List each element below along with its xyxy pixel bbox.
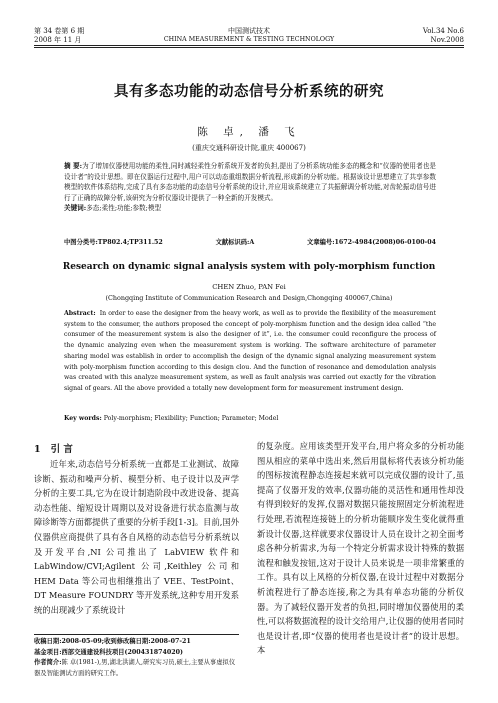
clc-number: 中图分类号:TP802.4;TP311.52 xyxy=(64,239,163,246)
english-authors: CHEN Zhuo, PAN Fei xyxy=(212,283,286,291)
author-bio-label: 作者简介: xyxy=(34,659,62,666)
volume-issue: 第 34 卷第 6 期 xyxy=(34,27,85,35)
english-keywords-label: Key words: xyxy=(64,415,102,422)
cn-abstract-text: 为了增加仪器使用功能的柔性,同时减轻柔性分析系统开发者的负担,提出了分析系统功能多态的概念和“仪器的使用者也是设计者”的设计思想。即在仪器运行过程中,用户可以动态重组数据分析流程,形成新的分析功能。根据该设计思想建立了共享参数模型的软件体系结构,完成了具有多态功能的动态信号分析系统的设计,并应用该系统建立了共振解调分析功能,对齿轮振动信号进行了正确的故障分析,该研究为分析仪器设计提供了一种全新的开发模式。 xyxy=(64,162,436,202)
english-abstract xyxy=(64,309,436,395)
journal-issue-en xyxy=(423,27,464,44)
english-affiliation: (Chongqing Institute of Communication Research and Design,Chongqing 400067,China) xyxy=(105,294,393,302)
section-heading xyxy=(34,441,73,455)
header-rule xyxy=(34,45,464,46)
cn-keywords-text: 多态;柔性;功能;参数;模型 xyxy=(86,204,162,213)
right-column-body: 的复杂度。应用该类型开发平台,用户将众多的分析功能图从相应的菜单中选出来,然后用鼠标将代表该分析功能的图标按流程静态连接起来就可以完成仪器的设计了,虽提高了仪器开发的效率,仪器功能的灵活性和通用性却没有得到较好的发挥,仪器对数据只能按照固定分析流程进行处理,若流程连接链上的分析功能顺序发生变化就得重新设计仪器,这样就要求仪器设计人员在设计之初全面考虑各种分析需求,为每一个特定分析需求设计特殊的数据流程和触发按钮,这对于设计人员来说是一项非常繁重的工作。具有以上风格的分析仪器,在设计过程中对数据分析流程进行了静态连接,称之为具有单态功能的分析仪器。为了减轻仪器开发者的负担,同时增加仪器使用的柔性,可以将数据流程的设计交给用户,让仪器的使用者同时也是设计者,即“仪器的使用者也是设计者”的设计思想。本 xyxy=(257,441,464,656)
cn-meta-row xyxy=(64,237,436,246)
author-bio-text: 陈 卓(1981-),男,湖北洪湖人,研究实习员,硕士,主要从事虚拟仪器及智能测试方面的研究工作。 xyxy=(34,659,236,677)
cn-abstract xyxy=(64,161,436,214)
footnote xyxy=(34,637,239,679)
english-keywords-text: Poly-morphism; Flexibility; Function; Parameter; Model xyxy=(103,415,279,422)
english-abstract-text: In order to ease the designer from the heavy work, as well as to provide the flexibility of the measurement system to the consumer, the authors proposed the concept of poly-morphism function and the design idea called “the consumer of the measurement system is also the designer of it”, i.e. the consumer could reconfigure the process of the dynamic analyzing even when the measurement system is working. The software architecture of parameter sharing model was establish in order to accomplish the design of the dynamic signal analyzing measurement system with poly-morphism function according to this design clou. And the function of resonance and demodulation analysis was created with this analyze measurement system, as well as fault analysis was carried out exactly for the vibration signal of gears. All the above provided a totally new development form for measurement instrument design. xyxy=(64,310,436,392)
document-code: 文献标识码:A xyxy=(215,239,255,246)
english-keywords xyxy=(64,415,436,422)
header-rule-thin xyxy=(34,47,464,48)
paper-authors: 陈 卓, 潘 飞 xyxy=(197,126,301,138)
journal-name-cn: 中国测试技术 xyxy=(228,27,270,35)
author-bio xyxy=(34,658,239,679)
english-abstract-label: Abstract: xyxy=(64,310,96,317)
article-number: 文章编号:1672-4984(2008)06-0100-04 xyxy=(307,239,436,246)
english-title: Research on dynamic signal analysis system with poly-morphism function xyxy=(62,262,436,272)
fund-info: 基金项目:西部交通建设科技项目(200431874020) xyxy=(34,648,184,656)
received-date: 收稿日期:2008-05-09;收到修改稿日期:2008-07-21 xyxy=(34,638,191,645)
vol-no-en: Vol.34 No.6 xyxy=(422,27,464,35)
cn-abstract-label: 摘 要: xyxy=(64,162,83,170)
section-number: 1 xyxy=(34,444,41,455)
journal-name-en: CHINA MEASUREMENT & TESTING TECHNOLOGY xyxy=(163,35,335,43)
footnote-rule xyxy=(34,634,239,635)
paper-affiliation: (重庆交通科研设计院,重庆 400067) xyxy=(192,144,306,152)
issue-date: 2008 年 11 月 xyxy=(34,35,82,44)
cn-keywords-label: 关键词: xyxy=(64,204,87,213)
left-column-body: 近年来,动态信号分析系统一直都是工业测试、故障诊断、振动和噪声分析、模型分析、电子设计以及声学分析的主要工具,它为在设计制造阶段中改进设备、提高动态性能、缩短设计周期以及对设备进行状态监测与故障诊断等方面都提供了重要的分析手段[1-3]。目前,国外仪器供应商提供了具有各自风格的动态信号分析系统以及开发平台,NI 公司推出了 LabVIEW 软件和 LabWindow/CVI;Agilent 公司,Keithley 公司和 HEM Data 等公司也相继推出了 VEE、TestPoint、DT Measure FOUNDRY 等开发系统,这种专用开发系统的出现减少了系统设计 xyxy=(34,459,240,615)
date-en: Nov.2008 xyxy=(430,35,464,44)
section-title: 引 言 xyxy=(50,444,73,455)
paper-title: 具有多态功能的动态信号分析系统的研究 xyxy=(114,83,384,100)
